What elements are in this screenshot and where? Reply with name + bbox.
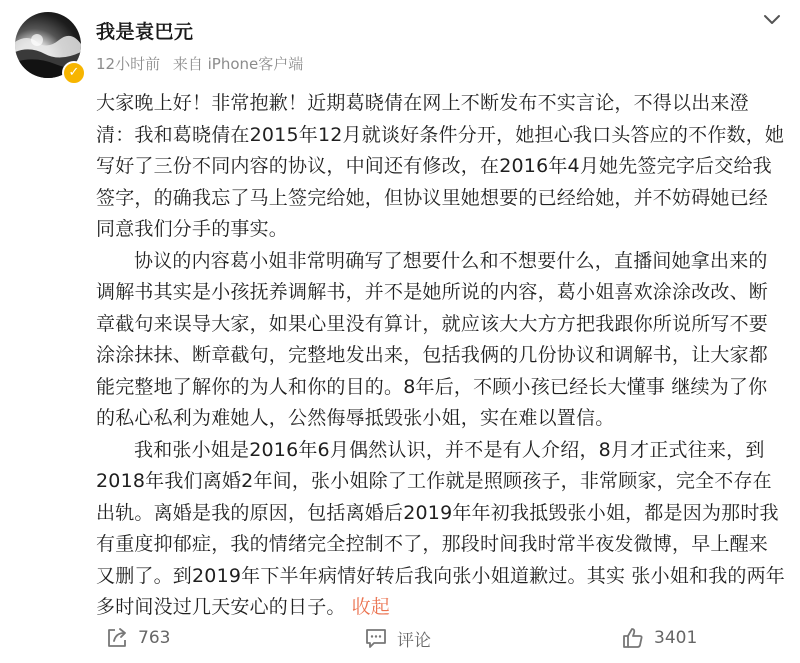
post-text [96,88,786,624]
verified-badge-icon: ✓ [62,61,86,85]
collapse-link[interactable]: 收起 [351,596,391,618]
share-count: 763 [138,628,171,648]
action-bar [0,618,800,658]
thumbs-up-icon [622,627,644,649]
post-time: 12小时前 [96,55,161,73]
like-count: 3401 [654,628,698,648]
comment-button[interactable] [365,618,431,658]
share-button[interactable] [106,618,170,658]
post-source[interactable]: 来自 iPhone客户端 [172,55,304,73]
post-paragraph: 协议的内容葛小姐非常明确写了想要什么和不想要什么，直播间她拿出来的调解书其实是小孩抚养调解书，并不是她所说的内容，葛小姐喜欢涂涂改改、断章截句来误导大家，如果心里没有算计，就应该大大方方把我跟你所说所写不要涂涂抹抹、断章截句，完整地发出来，包括我俩的几份协议和调解书，让大家都能完整地了解你的为人和你的目的。8年后，不顾小孩已经长大懂事 继续为了你的私心私利为难她人，公然侮辱抵毁张小姐，实在难以置信。 [96,249,769,429]
comment-icon [365,627,387,649]
username[interactable]: 我是袁巴元 [96,21,194,43]
share-icon [106,627,128,649]
post-meta [96,53,311,74]
post-header [0,0,800,90]
chevron-down-icon[interactable] [760,10,784,30]
post-paragraph: 大家晚上好！非常抱歉！近期葛晓倩在网上不断发布不实言论，不得以出来澄清：我和葛晓倩在2015年12月就谈好条件分开，她担心我口头答应的不作数，她写好了三份不同内容的协议，中间还有修改，在2016年4月她先签完字后交给我签字，的确我忘了马上签完给她，但协议里她想要的已经给她，并不妨碍她已经同意我们分手的事实。 [96,92,785,240]
comment-label: 评论 [397,630,431,651]
post-paragraph [96,435,786,624]
like-button[interactable] [622,618,697,658]
post-paragraph-text: 我和张小姐是2016年6月偶然认识，并不是有人介绍，8月才正式往来，到2018年我们离婚2年间，张小姐除了工作就是照顾孩子，非常顾家，完全不存在出轨。离婚是我的原因，包括离婚后2019年年初我抵毁张小姐，都是因为那时我有重度抑郁症，我的情绪完全控制不了，那段时间我时常半夜发微博，早上醒来又删了。到2019年下半年病情好转后我向张小姐道歉过。其实 张小姐和我的两年多时间没过几天安心的日子。 [96,438,785,618]
